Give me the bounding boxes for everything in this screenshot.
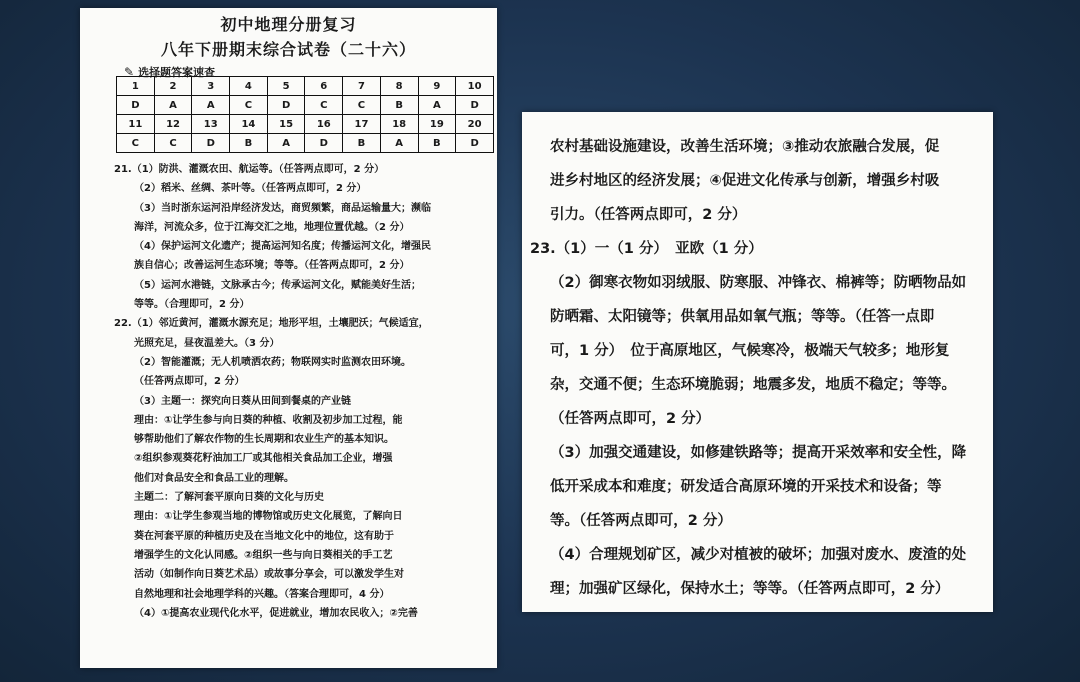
question-number-row [117,115,494,134]
text-line: （5）运河水港链，文脉承古今；传承运河文化，赋能美好生活； [134,279,421,291]
text-line: 22.（1）邻近黄河，灌溉水源充足；地形平坦，土壤肥沃；气候适宜， [114,318,429,330]
question-number-cell: 11 [117,115,155,134]
answer-cell: C [305,96,343,115]
text-line: （3）主题一：探究向日葵从田间到餐桌的产业链 [134,395,351,407]
text-line: 主题二：了解河套平原向日葵的文化与历史 [134,492,324,504]
answer-cell: A [192,96,230,115]
question-number-cell: 13 [192,115,230,134]
text-line: 可，1 分） 位于高原地区，气候寒冷，极端天气较多；地形复 [550,343,950,359]
question-number-cell: 14 [230,115,268,134]
question-number-cell: 17 [343,115,381,134]
right-answer-page [522,112,993,612]
answer-cell: B [380,96,418,115]
page-title: 初中地理分册复习 [220,15,357,34]
question-number-cell: 9 [418,77,456,96]
text-line: 进乡村地区的经济发展；④促进文化传承与创新，增强乡村吸 [550,173,940,189]
text-line: （4）保护运河文化遗产；提高运河知名度；传播运河文化，增强民 [134,241,431,253]
text-line: （4）合理规划矿区，减少对植被的破坏；加强对废水、废渣的处 [550,547,967,563]
text-line: 引力。（任答两点即可，2 分） [550,207,747,223]
question-number-cell: 4 [230,77,268,96]
answer-cell: D [305,134,343,153]
text-line: 够帮助他们了解农作物的生长周期和农业生产的基本知识。 [134,434,394,446]
text-line: 族自信心；改善运河生态环境；等等。（任答两点即可，2 分） [134,260,410,272]
text-line: 理；加强矿区绿化，保持水土；等等。（任答两点即可，2 分） [550,581,950,597]
answer-cell: D [192,134,230,153]
left-answer-text [114,160,490,623]
answer-cell: C [343,96,381,115]
question-number-cell: 6 [305,77,343,96]
answer-cell: C [154,134,192,153]
text-line: （3）当时浙东运河沿岸经济发达，商贸频繁，商品运输量大；濒临 [134,202,431,214]
text-line: 理由：①让学生参观当地的博物馆或历史文化展览，了解向日 [134,511,403,523]
text-line: 杂，交通不便；生态环境脆弱；地震多发，地质不稳定；等等。 [550,377,956,393]
answer-cell: B [418,134,456,153]
answer-cell: C [117,134,155,153]
exam-title: 八年下册期末综合试卷（二十六） [160,40,416,59]
text-line: 理由：①让学生参与向日葵的种植、收割及初步加工过程，能 [134,414,403,426]
text-line: （2）御寒衣物如羽绒服、防寒服、冲锋衣、棉裤等；防晒物品如 [550,275,967,291]
question-number-cell: 19 [418,115,456,134]
text-line: 21.（1）防洪、灌溉农田、航运等。（任答两点即可，2 分） [114,164,385,175]
answer-cell: B [230,134,268,153]
text-line: 23.（1）一（1 分） 亚欧（1 分） [530,241,763,257]
question-number-cell: 10 [456,77,494,96]
answer-cell: D [456,134,494,153]
text-line: （2）稻米、丝绸、茶叶等。（任答两点即可，2 分） [134,183,367,195]
text-line: （2）智能灌溉；无人机喷洒农药；物联网实时监测农田环境。 [134,356,411,368]
text-line: （4）①提高农业现代化水平，促进就业，增加农民收入；②完善 [134,607,418,619]
answer-cell: D [456,96,494,115]
question-number-cell: 7 [343,77,381,96]
question-number-cell: 5 [267,77,305,96]
question-number-row [117,77,494,96]
answer-row [117,96,494,115]
text-line: 增强学生的文化认同感。②组织一些与向日葵相关的手工艺 [134,549,393,561]
text-line: （任答两点即可，2 分） [134,376,245,388]
text-line: 防晒霜、太阳镜等；供氧用品如氧气瓶；等等。（任答一点即 [550,309,935,325]
answer-cell: A [154,96,192,115]
question-number-cell: 8 [380,77,418,96]
answer-cell: A [380,134,418,153]
subhead-label: 选择题答案速查 [138,66,216,79]
text-line: 等等。（合理即可，2 分） [134,299,250,311]
text-line: 活动（如制作向日葵艺术品）或故事分享会，可以激发学生对 [134,569,404,581]
text-line: 他们对食品安全和食品工业的理解。 [134,472,294,484]
text-line: 等。（任答两点即可，2 分） [550,513,732,529]
question-number-cell: 16 [305,115,343,134]
question-number-cell: 3 [192,77,230,96]
question-number-cell: 2 [154,77,192,96]
text-line: 农村基础设施建设，改善生活环境；③推动农旅融合发展，促 [550,139,940,155]
text-line: 光照充足，昼夜温差大。（3 分） [134,337,280,349]
question-number-cell: 18 [380,115,418,134]
pencil-icon: ✎ [124,65,135,79]
left-answer-page [80,8,497,668]
text-line: （3）加强交通建设，如修建铁路等；提高开采效率和安全性，降 [550,445,967,461]
answer-row [117,134,494,153]
text-line: 海洋，河流众多，位于江海交汇之地，地理位置优越。（2 分） [134,221,410,233]
right-answer-text [530,130,990,606]
answer-cell: C [230,96,268,115]
text-line: 自然地理和社会地理学科的兴趣。（答案合理即可，4 分） [134,588,390,600]
question-number-cell: 1 [117,77,155,96]
answer-cell: B [343,134,381,153]
question-number-cell: 15 [267,115,305,134]
text-line: 葵在河套平原的种植历史及在当地文化中的地位，这有助于 [134,530,394,542]
answer-cell: A [418,96,456,115]
answer-cell: A [267,134,305,153]
answer-cell: D [267,96,305,115]
text-line: ②组织参观葵花籽油加工厂或其他相关食品加工企业，增强 [134,453,393,465]
question-number-cell: 12 [154,115,192,134]
answer-table [116,76,494,153]
text-line: 低开采成本和难度；研发适合高原环境的开采技术和设备；等 [550,479,942,495]
question-number-cell: 20 [456,115,494,134]
text-line: （任答两点即可，2 分） [550,411,711,427]
answer-cell: D [117,96,155,115]
